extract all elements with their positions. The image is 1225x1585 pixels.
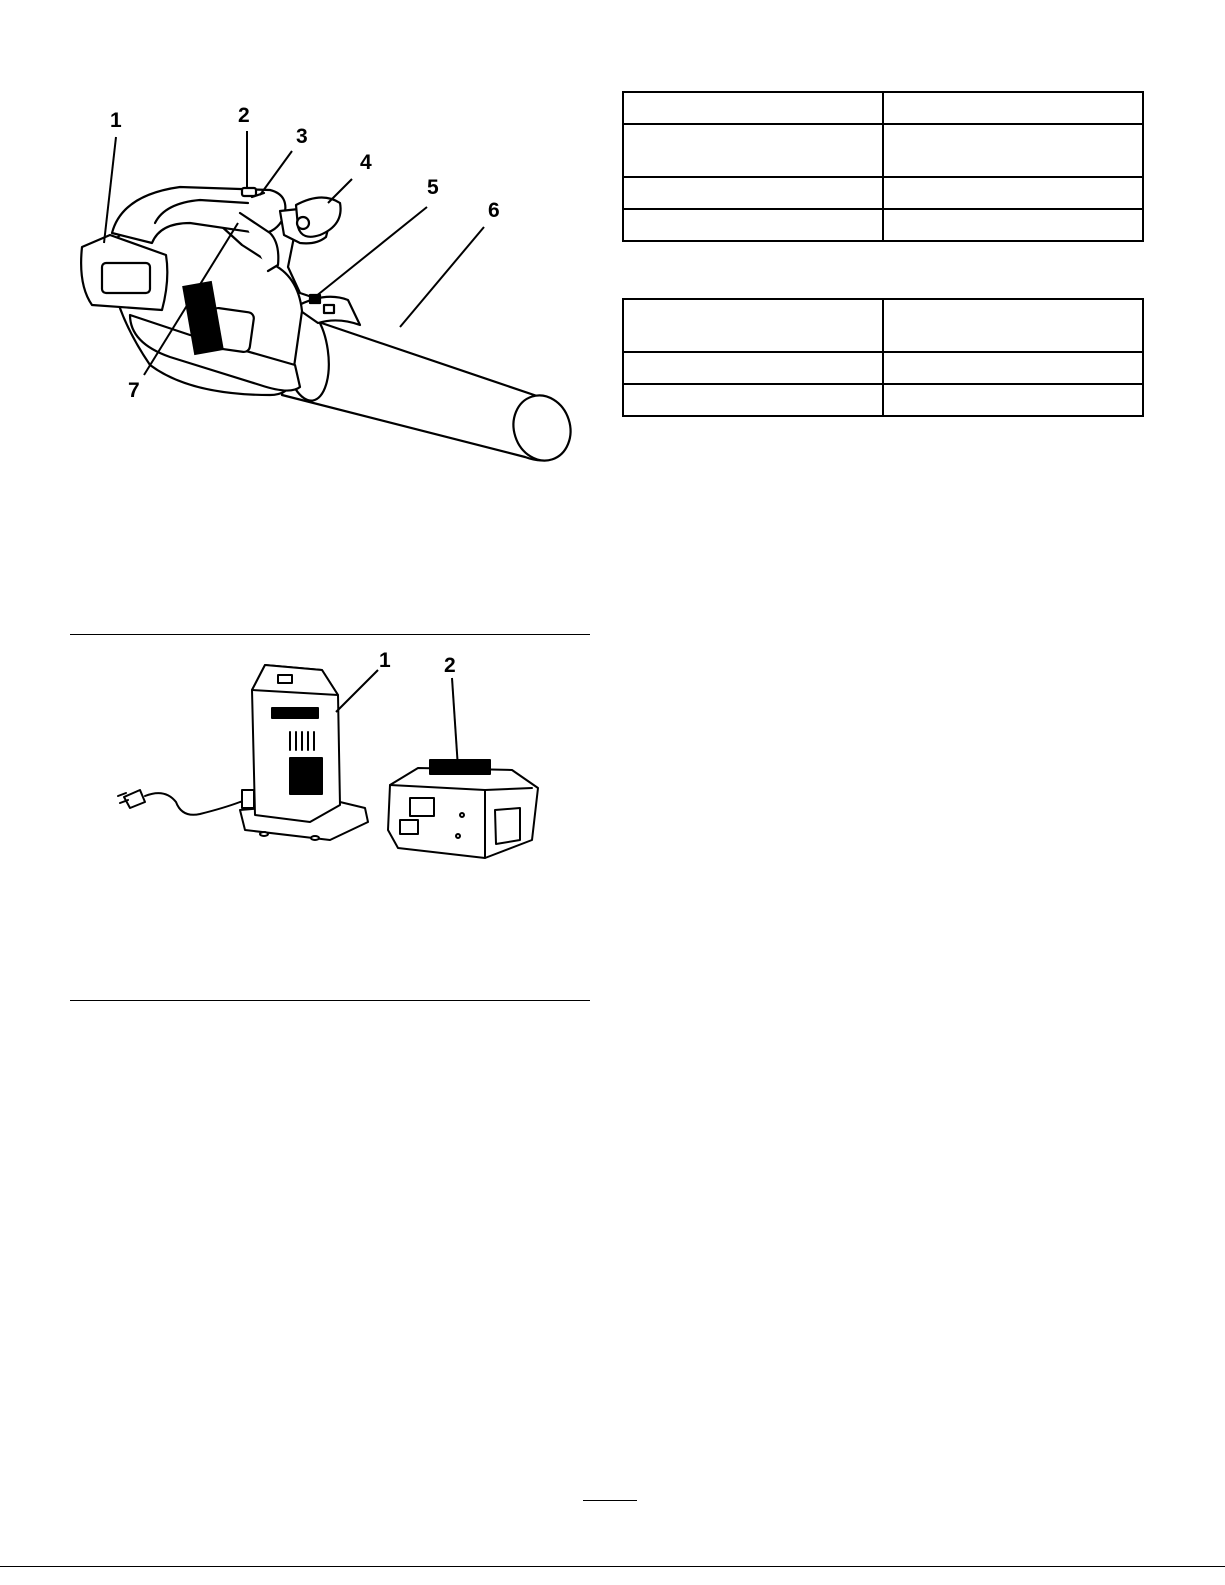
callout-1: 1 (379, 649, 391, 672)
callout-3: 3 (296, 125, 308, 148)
table-cell (883, 177, 1143, 209)
callout-1: 1 (110, 109, 122, 132)
charger-battery-illustration (100, 640, 580, 870)
table-cell (883, 92, 1143, 124)
table-cell (623, 124, 883, 177)
table-cell (883, 209, 1143, 241)
table-cell (623, 384, 883, 416)
callout-2: 2 (238, 104, 250, 127)
table-cell (623, 177, 883, 209)
footer-rule (0, 1566, 1225, 1567)
callout-7: 7 (128, 379, 140, 402)
table-row (623, 209, 1143, 241)
table-cell (623, 209, 883, 241)
callout-2: 2 (444, 654, 456, 677)
table-row (623, 124, 1143, 177)
table-cell (883, 352, 1143, 384)
table-cell (883, 384, 1143, 416)
callout-4: 4 (360, 151, 372, 174)
table-row (623, 177, 1143, 209)
table-row (623, 299, 1143, 352)
table-row (623, 352, 1143, 384)
callout-5: 5 (427, 176, 439, 199)
charger-drawing (100, 640, 580, 870)
table-cell (623, 352, 883, 384)
table-cell (623, 299, 883, 352)
blower-drawing (70, 95, 590, 480)
table-cell (883, 299, 1143, 352)
table-row (623, 384, 1143, 416)
table-cell (623, 92, 883, 124)
page-number-rule (583, 1500, 637, 1501)
figure-bottom-rule (70, 1000, 590, 1001)
table-row (623, 92, 1143, 124)
callout-6: 6 (488, 199, 500, 222)
table-cell (883, 124, 1143, 177)
spec-table-2 (622, 298, 1144, 417)
blower-illustration (70, 95, 590, 480)
figure-top-rule (70, 634, 590, 635)
spec-table-1 (622, 91, 1144, 242)
